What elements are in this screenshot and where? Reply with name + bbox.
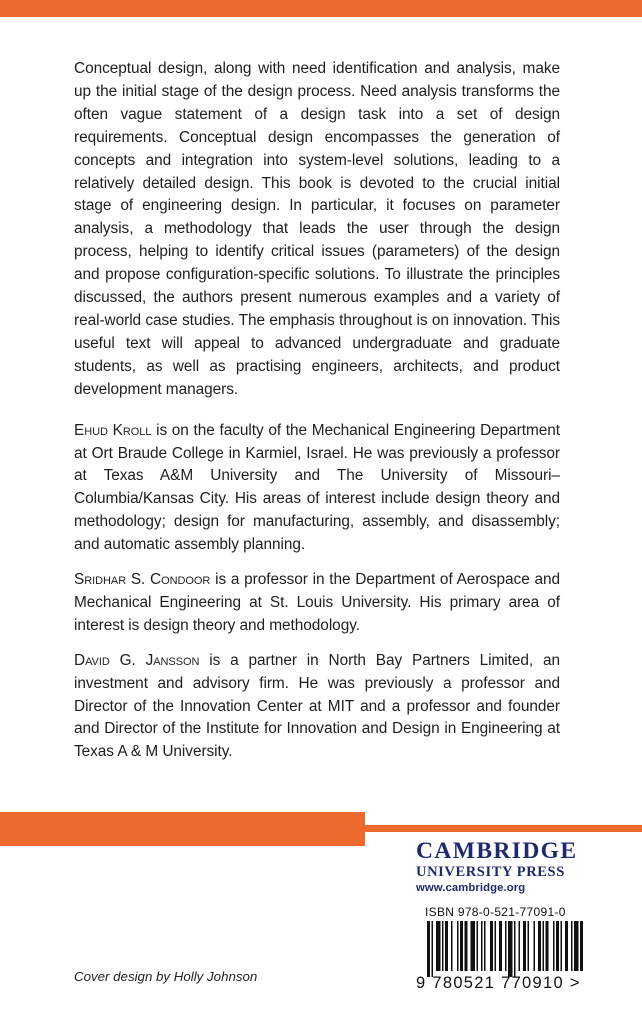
barcode-bar xyxy=(451,921,453,971)
author-bio-condoor xyxy=(74,569,560,638)
author-name: David G. Jansson xyxy=(74,651,200,669)
top-orange-bar xyxy=(0,0,642,17)
isbn-label: ISBN 978-0-521-77091-0 xyxy=(425,905,566,919)
barcode-bar xyxy=(460,921,463,971)
barcode-bar xyxy=(546,921,549,971)
barcode-bar xyxy=(571,921,573,971)
barcode-bar xyxy=(445,921,448,971)
author-bio-jansson xyxy=(74,650,560,765)
barcode-bar xyxy=(556,921,559,971)
author-bio-text: is a professor in the Department of Aerospace and Mechanical Engineering at St. Louis University. His primary area of interest is design theory and methodology. xyxy=(74,571,561,634)
barcode-bar xyxy=(465,921,468,971)
author-bio-kroll xyxy=(74,420,560,557)
barcode-bar xyxy=(432,921,434,977)
barcode-bar xyxy=(528,921,530,971)
author-bio-text: is a partner in North Bay Partners Limited, an investment and advisory firm. He was previously a professor and Director of the Innovation Center at MIT and a professor and founder and Director of the Institute for Innovation and Design in Engineering at Texas A & M University. xyxy=(74,651,561,761)
barcode-bar xyxy=(442,921,444,971)
barcode-bar xyxy=(471,921,476,971)
barcode-bar xyxy=(490,921,493,971)
barcode-bar xyxy=(436,921,441,971)
barcode-bar xyxy=(561,921,563,971)
barcode-bar xyxy=(534,921,536,971)
publisher-name: CAMBRIDGE xyxy=(416,838,578,864)
barcode-bar xyxy=(514,921,516,977)
back-cover-text xyxy=(74,58,560,776)
barcode-bar xyxy=(495,921,497,971)
barcode-bar xyxy=(499,921,502,971)
barcode-bar xyxy=(565,921,568,971)
orange-band xyxy=(0,812,365,846)
barcode-bar xyxy=(427,921,430,977)
barcode-digits: 9 780521 770910 > xyxy=(416,974,581,992)
barcode-bar xyxy=(484,921,486,971)
author-bio-text: is on the faculty of the Mechanical Engineering Department at Ort Braude College in Karmiel, Israel. He was previously a professor at Texas A&M University and The University of Missouri–Columbia/Kansas City. His areas of interest include design theory and methodology; design for manufacturing, assembly, and disassembly; and automatic assembly planning. xyxy=(74,421,560,554)
barcode-bar xyxy=(574,921,579,971)
author-name: Sridhar S. Condoor xyxy=(74,571,211,589)
cover-credit: Cover design by Holly Johnson xyxy=(74,969,258,984)
publisher-logo xyxy=(416,838,586,896)
publisher-subname: UNIVERSITY PRESS xyxy=(416,864,565,880)
barcode-bar xyxy=(580,921,583,971)
barcode-bar xyxy=(553,921,555,971)
book-description: Conceptual design, along with need identification and analysis, make up the initial stage of the design process. Need analysis transforms the often vague statement of a design task into a set of design requirements. Conceptual design encompasses the generation of concepts and integration into system-level solutions, leading to a relatively detailed design. This book is devoted to the crucial initial stage of engineering design. In particular, it focuses on parameter analysis, a methodology that leads the user through the design process, helping to identify critical issues (parameters) of the design and propose configuration-specific solutions. To illustrate the principles discussed, the authors present numerous examples and a variety of real-world case studies. The emphasis throughout is on innovation. This useful text will appeal to advanced undergraduate and graduate students, as well as practising engineers, architects, and product development managers. xyxy=(74,60,560,398)
barcode-bars xyxy=(416,921,596,977)
barcode-bar xyxy=(508,921,513,977)
barcode-bar xyxy=(457,921,459,971)
barcode-bar xyxy=(538,921,541,971)
barcode-bar xyxy=(505,921,507,971)
barcode-bar xyxy=(481,921,483,971)
barcode-bar xyxy=(519,921,521,971)
barcode-bar xyxy=(477,921,479,971)
orange-rule xyxy=(365,825,642,832)
barcode xyxy=(416,903,596,998)
barcode-bar xyxy=(523,921,526,971)
author-name: Ehud Kroll xyxy=(74,421,152,439)
publisher-url: www.cambridge.org xyxy=(416,882,526,894)
barcode-bar xyxy=(543,921,545,971)
